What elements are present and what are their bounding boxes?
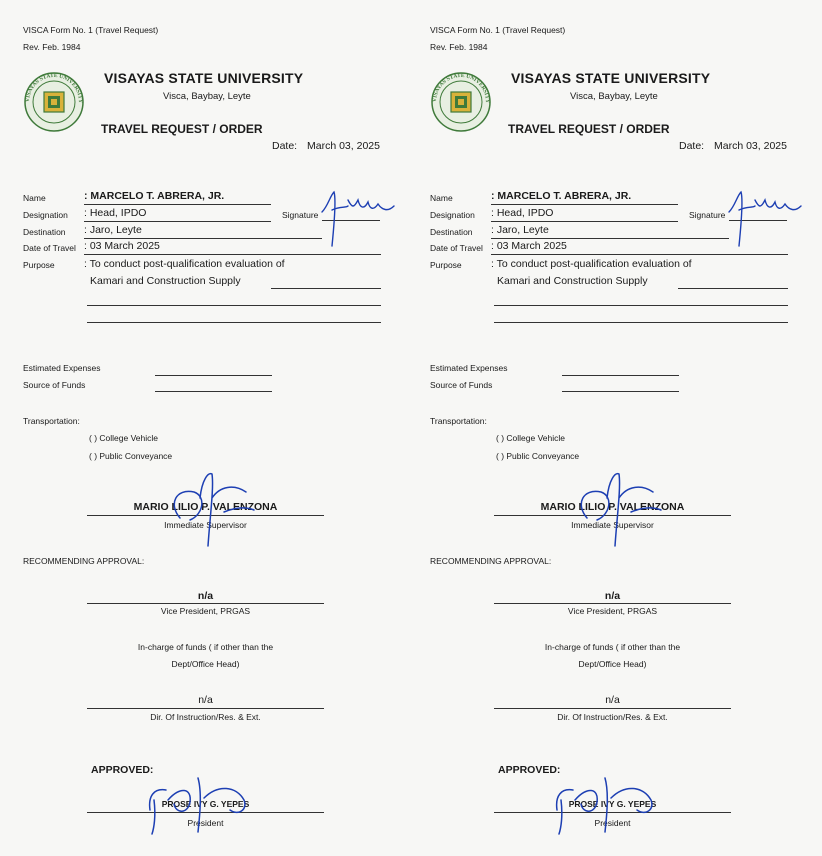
designation-label: Designation	[23, 210, 68, 220]
signature-label: Signature	[282, 210, 319, 220]
estimated-expenses-label: Estimated Expenses	[23, 363, 101, 373]
date-value: March 03, 2025	[307, 140, 380, 152]
supervisor-name: MARIO LILIO P. VALENZONA	[540, 501, 685, 513]
funds-incharge-line-1: In-charge of funds ( if other than the	[137, 642, 274, 652]
vp-value: n/a	[604, 590, 621, 602]
supervisor-title: Immediate Supervisor	[571, 520, 654, 530]
president-name: PROSE IVY G. YEPES	[161, 799, 250, 809]
director-value: n/a	[605, 694, 620, 706]
name-value: : MARCELO T. ABRERA, JR.	[84, 190, 225, 202]
date-of-travel-value: : 03 March 2025	[491, 240, 567, 252]
president-name: PROSE IVY G. YEPES	[568, 799, 657, 809]
destination-label: Destination	[430, 227, 473, 237]
vp-value: n/a	[197, 590, 214, 602]
date-label: Date:	[272, 140, 298, 152]
president-signature-icon	[547, 770, 667, 840]
svg-text:VISAYAS STATE UNIVERSITY: VISAYAS STATE UNIVERSITY	[24, 72, 84, 104]
supervisor-name: MARIO LILIO P. VALENZONA	[133, 501, 278, 513]
supervisor-signature-icon	[150, 468, 270, 548]
source-of-funds-label: Source of Funds	[430, 380, 493, 390]
public-conveyance-option: ( ) Public Conveyance	[496, 451, 580, 461]
form-title: TRAVEL REQUEST / ORDER	[508, 122, 670, 136]
form-title: TRAVEL REQUEST / ORDER	[101, 122, 263, 136]
destination-label: Destination	[23, 227, 66, 237]
university-seal-icon	[24, 72, 84, 132]
designation-value: : Head, IPDO	[491, 207, 554, 219]
president-signature-icon	[140, 770, 260, 840]
purpose-line-2: Kamari and Construction Supply	[497, 275, 648, 287]
name-value: : MARCELO T. ABRERA, JR.	[491, 190, 632, 202]
public-conveyance-option: ( ) Public Conveyance	[89, 451, 173, 461]
purpose-line-2: Kamari and Construction Supply	[90, 275, 241, 287]
designation-label: Designation	[430, 210, 475, 220]
president-title: President	[594, 818, 631, 828]
funds-incharge-line-1: In-charge of funds ( if other than the	[544, 642, 681, 652]
director-value: n/a	[198, 694, 213, 706]
university-name: VISAYAS STATE UNIVERSITY	[104, 70, 304, 86]
destination-value: : Jaro, Leyte	[491, 224, 549, 236]
director-title: Dir. Of Instruction/Res. & Ext.	[150, 712, 261, 722]
purpose-line-1: : To conduct post-qualification evaluation of	[491, 258, 692, 270]
recommending-approval-label: RECOMMENDING APPROVAL:	[430, 556, 552, 566]
approved-label: APPROVED:	[498, 764, 561, 776]
recommending-approval-label: RECOMMENDING APPROVAL:	[23, 556, 145, 566]
transportation-label: Transportation:	[23, 416, 80, 426]
purpose-line-1: : To conduct post-qualification evaluation of	[84, 258, 285, 270]
director-title: Dir. Of Instruction/Res. & Ext.	[557, 712, 668, 722]
estimated-expenses-label: Estimated Expenses	[430, 363, 508, 373]
applicant-signature-icon	[318, 186, 398, 252]
college-vehicle-option: ( ) College Vehicle	[89, 433, 158, 443]
funds-incharge-line-2: Dept/Office Head)	[171, 659, 240, 669]
applicant-signature-icon	[725, 186, 805, 252]
revision-date: Rev. Feb. 1984	[23, 42, 81, 52]
vp-title: Vice President, PRGAS	[160, 606, 251, 616]
date-of-travel-label: Date of Travel	[430, 243, 483, 253]
purpose-label: Purpose	[430, 260, 462, 270]
purpose-label: Purpose	[23, 260, 55, 270]
supervisor-title: Immediate Supervisor	[164, 520, 247, 530]
president-title: President	[187, 818, 224, 828]
designation-value: : Head, IPDO	[84, 207, 147, 219]
form-number: VISCA Form No. 1 (Travel Request)	[23, 25, 159, 35]
signature-label: Signature	[689, 210, 726, 220]
transportation-label: Transportation:	[430, 416, 487, 426]
university-seal-icon	[431, 72, 491, 132]
university-address: Visca, Baybay, Leyte	[163, 91, 251, 102]
date-label: Date:	[679, 140, 705, 152]
date-of-travel-value: : 03 March 2025	[84, 240, 160, 252]
approved-label: APPROVED:	[91, 764, 154, 776]
university-name: VISAYAS STATE UNIVERSITY	[511, 70, 711, 86]
funds-incharge-line-2: Dept/Office Head)	[578, 659, 647, 669]
name-label: Name	[23, 193, 46, 203]
date-value: March 03, 2025	[714, 140, 787, 152]
svg-text:VISAYAS STATE UNIVERSITY: VISAYAS STATE UNIVERSITY	[431, 72, 491, 104]
source-of-funds-label: Source of Funds	[23, 380, 86, 390]
form-number: VISCA Form No. 1 (Travel Request)	[430, 25, 566, 35]
university-address: Visca, Baybay, Leyte	[570, 91, 658, 102]
college-vehicle-option: ( ) College Vehicle	[496, 433, 565, 443]
name-label: Name	[430, 193, 453, 203]
vp-title: Vice President, PRGAS	[567, 606, 658, 616]
revision-date: Rev. Feb. 1984	[430, 42, 488, 52]
supervisor-signature-icon	[557, 468, 677, 548]
date-of-travel-label: Date of Travel	[23, 243, 76, 253]
destination-value: : Jaro, Leyte	[84, 224, 142, 236]
travel-request-form	[407, 0, 818, 856]
